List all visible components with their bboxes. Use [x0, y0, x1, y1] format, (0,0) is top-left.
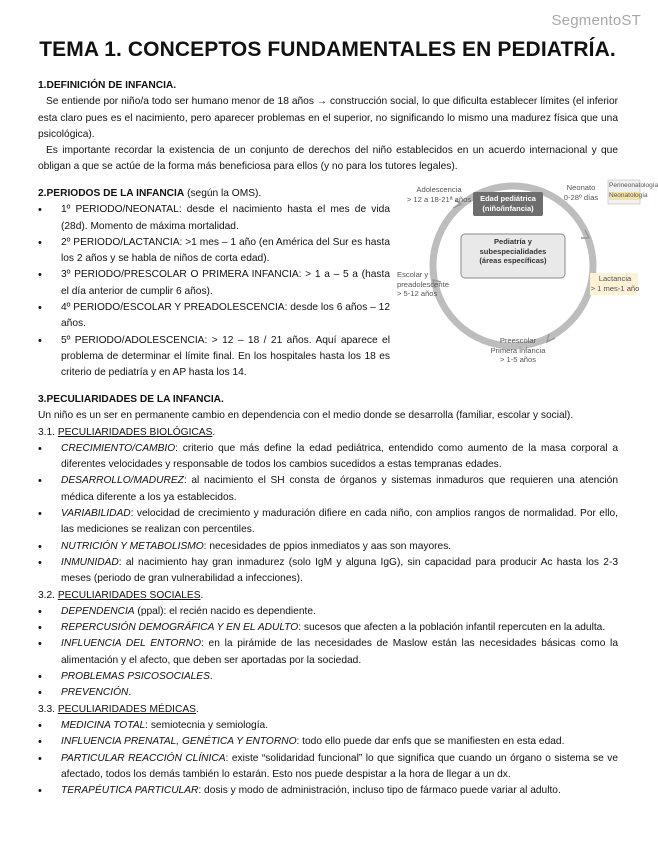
definition: : semiotecnia y semiología.: [145, 719, 269, 731]
medical-list: [38, 718, 618, 799]
periods-list: [38, 202, 390, 381]
definition: : criterio que más define la edad pediátrica, entendido como aumento de la masa corporal a diferentes velocidades y responsable de todos los cambios sucedidos a estas tempranas edades.: [61, 442, 618, 471]
social-list: [38, 604, 618, 702]
term: VARIABILIDAD: [61, 508, 131, 520]
definition: : sucesos que afecten a la población infantil repercuten en la adulta.: [298, 622, 606, 634]
diagram-label-neonato: Neonato 0-28º días: [563, 183, 599, 202]
subsection-heading: 3.1. PECULIARIDADES BIOLÓGICAS.: [38, 426, 216, 438]
section-heading: 3.PECULIARIDADES DE LA INFANCIA.: [38, 394, 224, 405]
diagram-label-lactancia: Lactancia > 1 mes-1 año: [590, 274, 640, 293]
term: INMUNIDAD: [61, 556, 119, 568]
pediatric-periods-diagram: [395, 178, 658, 373]
page-title: TEMA 1. CONCEPTOS FUNDAMENTALES EN PEDIATRÍA.: [39, 38, 616, 61]
term: PARTICULAR REACCIÓN CLÍNICA: [61, 752, 226, 764]
term: INFLUENCIA PRENATAL, GENÉTICA Y ENTORNO: [61, 736, 297, 748]
list-item: [38, 783, 618, 799]
definition: .: [209, 671, 213, 683]
term: DEPENDENCIA: [61, 605, 135, 617]
list-item: [38, 734, 618, 750]
term: CRECIMIENTO/CAMBIO: [61, 442, 176, 454]
subsection-number: 3.1.: [38, 426, 58, 438]
term: REPERCUSIÓN DEMOGRÁFICA Y EN EL ADULTO: [61, 622, 299, 634]
paragraph: Un niño es un ser en permanente cambio en dependencia con el medio donde se desarrolla (familiar, escolar y social).: [38, 410, 574, 422]
bio-list: [38, 441, 618, 588]
term: MEDICINA TOTAL: [61, 719, 146, 731]
term: NUTRICIÓN Y METABOLISMO: [61, 540, 204, 552]
subsection-number: 3.2.: [38, 589, 58, 601]
list-item: • 1º PERIODO/NEONATAL: desde el nacimiento hasta el mes de vida (28d). Momento de máxima mortalidad.: [38, 202, 390, 235]
section-periodos: [38, 186, 390, 382]
diagram-center-box: Pediatría y subespecialidades (áreas específicas): [479, 237, 547, 265]
list-item: [38, 539, 618, 555]
list-item: [38, 620, 618, 636]
subsection-title: PECULIARIDADES BIOLÓGICAS: [57, 426, 213, 438]
list-item: [38, 473, 618, 506]
list-item: • 2º PERIODO/LACTANCIA: >1 mes – 1 año (en América del Sur es hasta los 2 años y se habla de niños de corta edad).: [38, 235, 390, 268]
term: TERAPÉUTICA PARTICULAR: [61, 785, 199, 797]
list-item: [38, 441, 618, 474]
term: PROBLEMAS PSICOSOCIALES: [61, 671, 210, 683]
diagram-label-neonatologia: Neonatología: [609, 192, 648, 199]
definition: .: [128, 687, 132, 699]
list-item: [38, 685, 618, 701]
section-definicion: [38, 78, 618, 176]
definition: : todo ello puede dar enfs que se manifiesten en esta edad.: [296, 736, 565, 748]
term: INFLUENCIA DEL ENTORNO: [61, 638, 201, 650]
list-item: [38, 751, 618, 784]
subsection-number: 3.3.: [38, 703, 58, 715]
subsection-heading: 3.2. PECULIARIDADES SOCIALES.: [38, 589, 204, 601]
definition: : al nacimiento hay gran inmadurez (solo IgM y alguna IgG), sin capacidad para producir Ac hasta los 2-3 meses (periodo de gran vulnerabilidad a infecciones).: [61, 556, 618, 585]
heading-note: (según la OMS).: [184, 188, 262, 199]
diagram-label-edad-pediatrica: Edad pediátrica (niño/infancia): [480, 194, 536, 213]
paragraph: Es importante recordar la existencia de un conjunto de derechos del niño establecidos en un acuerdo internacional y que obligan a que se actúe de la forma más beneficiosa para ellos (y no para los tutores legales).: [38, 145, 618, 173]
list-item: • 5º PERIODO/ADOLESCENCIA: > 12 – 18 / 21 años. Aquí aparece el problema de determinar el límite final. En los hospitales hasta los 18 es criterio de pediatría y en AP hasta los 14.: [38, 333, 390, 382]
diagram-label-escolar: Escolar y preadolescente > 5-12 años: [397, 270, 449, 298]
definition: : al nacimiento el SH consta de órganos y sistemas inmaduros que requieren una atención médica diferente a los ya establecidos.: [61, 475, 618, 503]
section-heading: [38, 186, 390, 202]
subsection-title: PECULIARIDADES SOCIALES: [57, 589, 201, 601]
list-item: [38, 506, 618, 539]
section-heading: 1.DEFINICIÓN DE INFANCIA.: [38, 80, 177, 91]
watermark: SegmentoST: [551, 12, 641, 29]
section-peculiaridades: [38, 392, 618, 799]
definition: : velocidad de crecimiento y maduración difiere en cada niño, con amplios rangos de normalidad. Por ello, las mediciones se realizan con percentiles.: [61, 508, 618, 536]
term: PREVENCIÓN: [61, 687, 129, 699]
subsection-heading: 3.3. PECULIARIDADES MÉDICAS.: [38, 703, 199, 715]
definition: : en la pirámide de las necesidades de Maslow están las necesidades básicas como la alimentación y el afecto, que deben ser aportadas por la sociedad.: [61, 638, 618, 666]
diagram-label-preescolar: Preescolar Primera infancia > 1-5 años: [490, 336, 546, 364]
subsection-title: PECULIARIDADES MÉDICAS: [57, 703, 196, 715]
definition: : existe “solidaridad funcional” lo que significa que cuando un órgano o sistema se ve afectado, todos los demás también lo estarán. Esto nos puede despistar a la hora de llegar a un dx.: [61, 752, 618, 780]
list-item: • 3º PERIODO/PRESCOLAR O PRIMERA INFANCIA: > 1 a – 5 a (hasta el día anterior de cumplir 6 años).: [38, 267, 390, 300]
diagram-label-perineonatal: Perineonatología: [609, 182, 658, 189]
diagram-label-adolescencia: Adolescencia > 12 a 18-21ª años: [406, 185, 472, 204]
list-item: • 4º PERIODO/ESCOLAR Y PREADOLESCENCIA: desde los 6 años – 12 años.: [38, 300, 390, 333]
paragraph: Se entiende por niño/a todo ser humano menor de 18 años → construcción social, lo que dificulta establecer límites (el inferior esta claro pues es el nacimiento, pero aparecer problemas en el superior, no significando lo mismo una madurez física que una psicológica).: [38, 96, 618, 140]
list-item: [38, 669, 618, 685]
list-item: [38, 636, 618, 669]
heading-text: 2.PERIODOS DE LA INFANCIA: [38, 188, 185, 199]
definition: (ppal): el recién nacido es dependiente.: [134, 605, 316, 617]
list-item: [38, 555, 618, 588]
definition: : dosis y modo de administración, incluso tipo de fármaco puede variar al adulto.: [198, 785, 561, 797]
term: DESARROLLO/MADUREZ: [61, 475, 184, 487]
list-item: [38, 604, 618, 620]
definition: : necesidades de ppios inmediatos y aas son mayores.: [203, 540, 452, 552]
list-item: [38, 718, 618, 734]
